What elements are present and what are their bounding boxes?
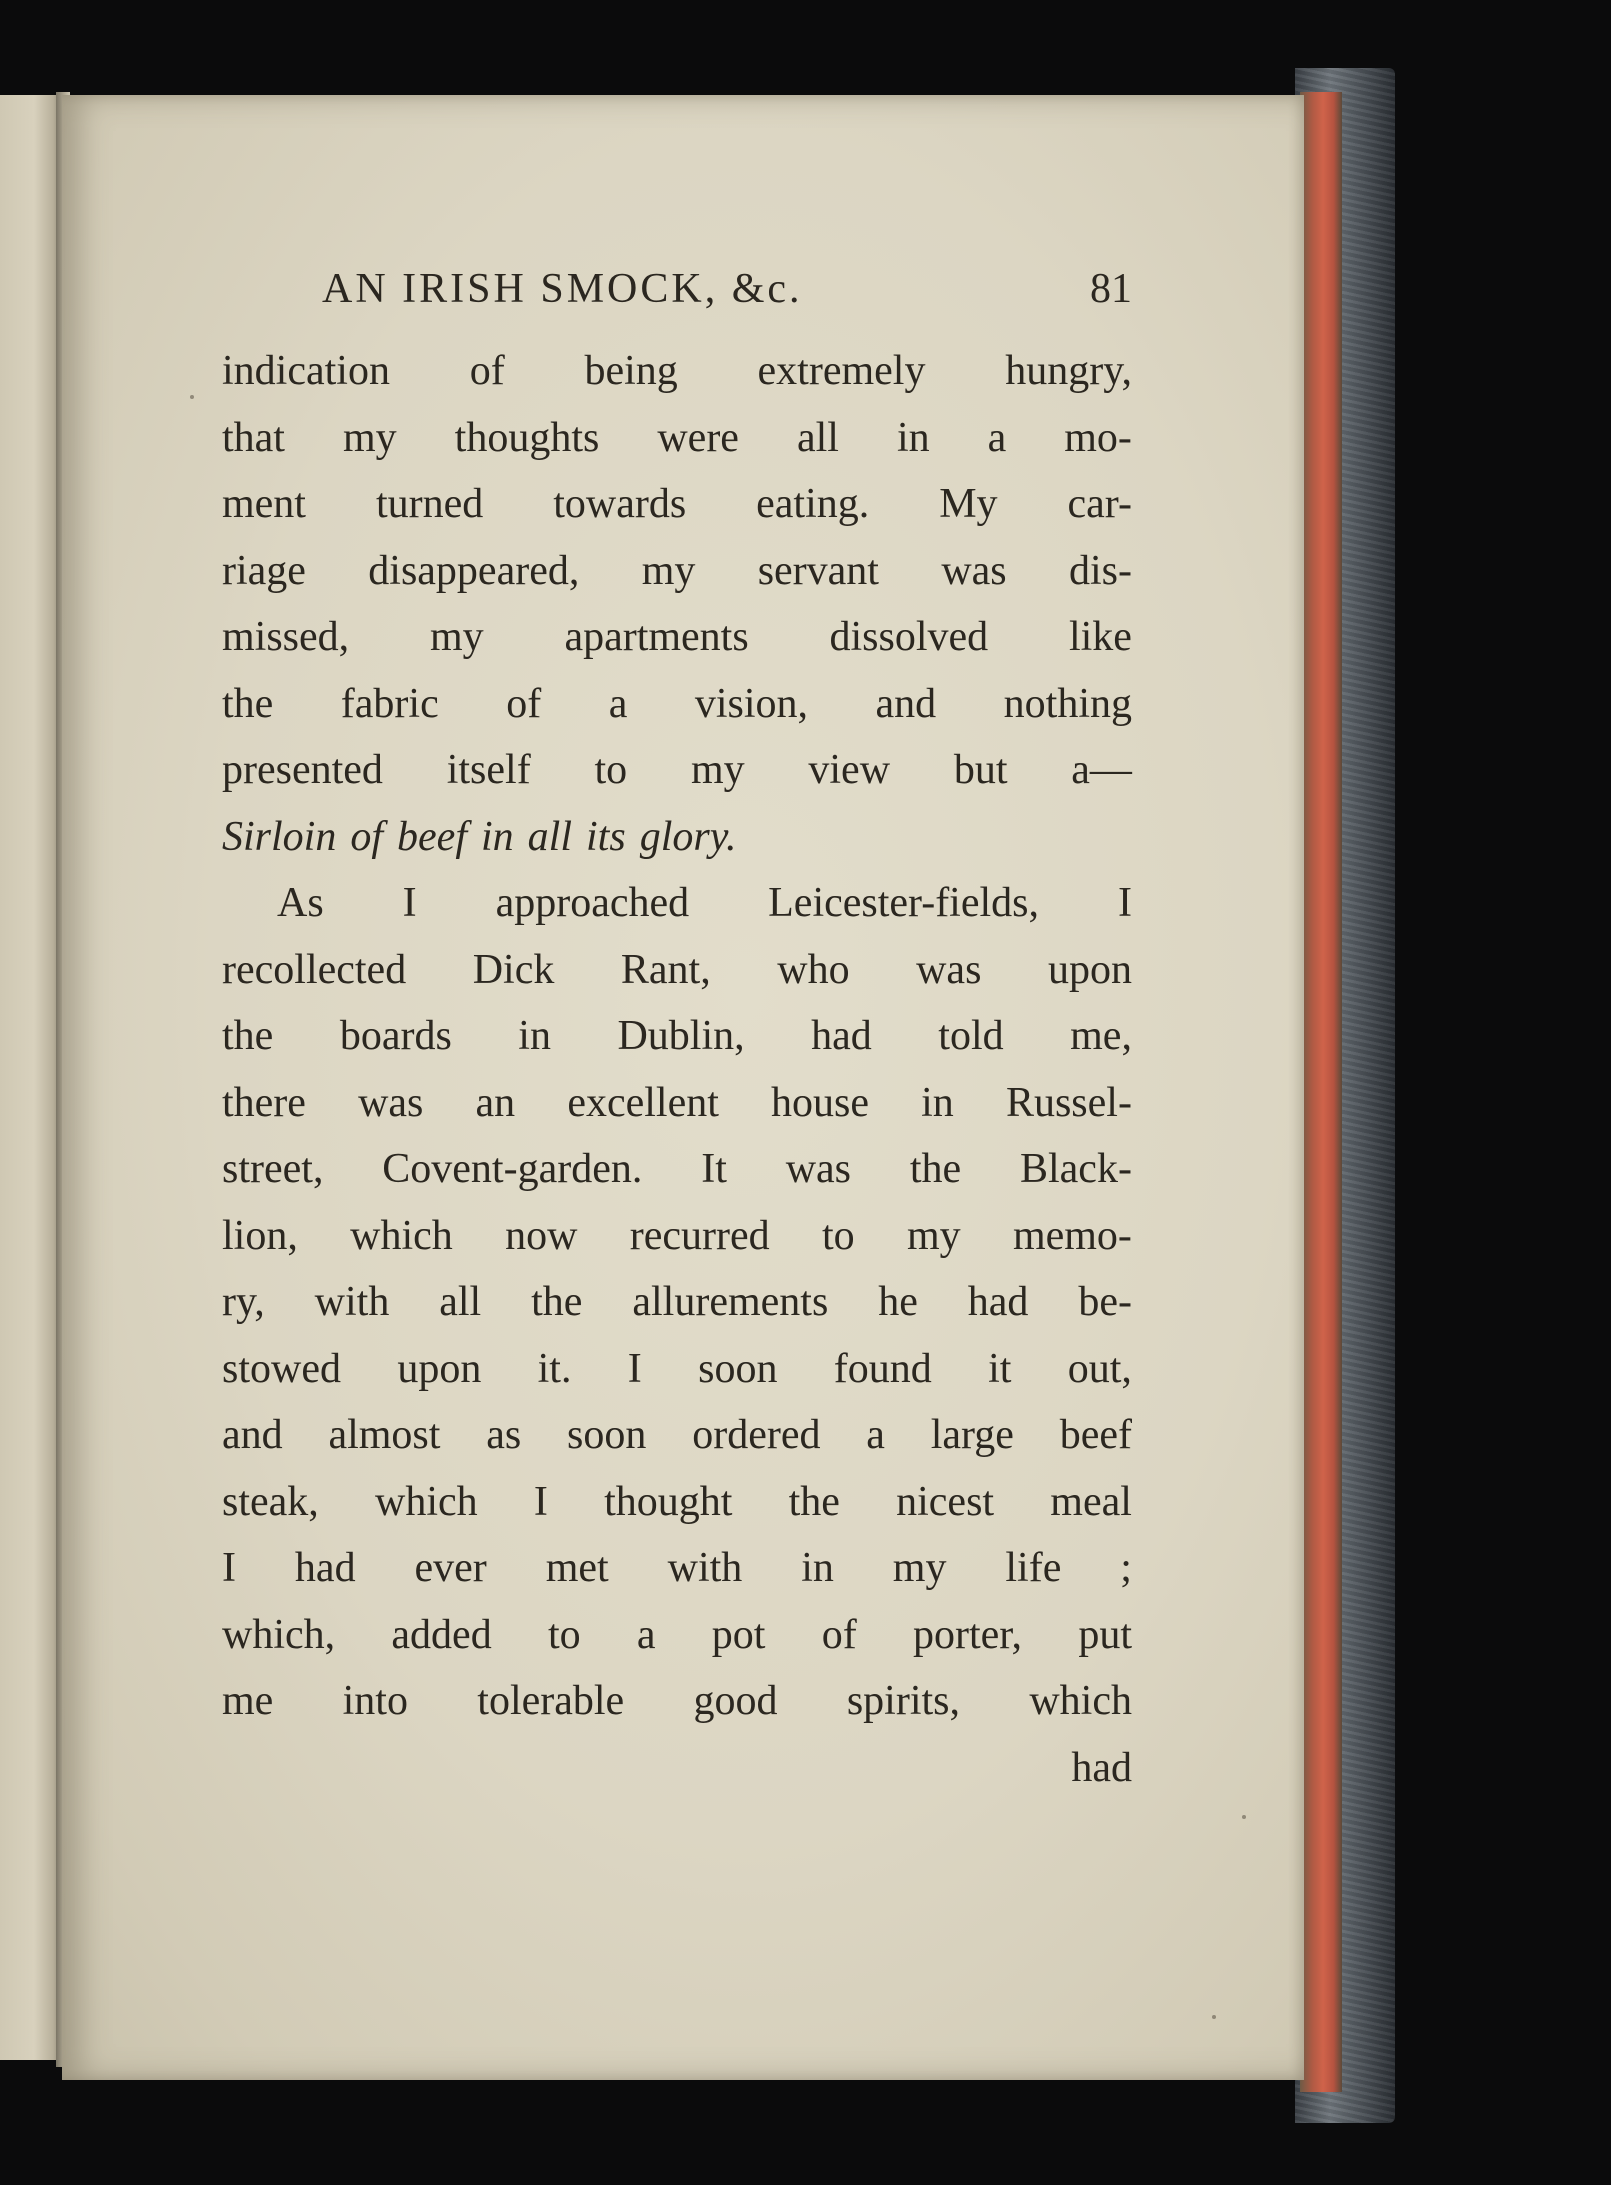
word: glory. [639, 813, 737, 860]
catchword: had [1071, 1744, 1132, 1791]
paper-speck [1242, 1815, 1246, 1819]
word: Leicester-fields, [768, 880, 1040, 926]
word: It [701, 1146, 727, 1192]
text-line [222, 1012, 1132, 1079]
word: stowed [222, 1345, 341, 1392]
word: porter, [912, 1611, 1023, 1658]
word: all [796, 414, 839, 461]
running-head [222, 265, 1132, 335]
word: beef [1059, 1412, 1132, 1458]
word: was [785, 1146, 852, 1192]
word: fabric [340, 680, 439, 727]
word: in [921, 1079, 954, 1126]
word: upon [397, 1345, 482, 1392]
word: put [1078, 1611, 1132, 1658]
word: apartments [564, 614, 749, 660]
word: that [222, 414, 285, 461]
word: allurements [632, 1279, 829, 1325]
word: a [987, 414, 1007, 461]
word: I [222, 1545, 236, 1591]
word: a— [1071, 747, 1132, 793]
word: turned [375, 481, 484, 527]
facing-page-edge [0, 95, 62, 2060]
word: me, [1070, 1013, 1132, 1059]
word: As [277, 880, 324, 926]
word: my [342, 414, 397, 461]
word: I [402, 880, 417, 926]
word: almost [328, 1412, 441, 1458]
word: my [641, 547, 696, 594]
word: but [953, 747, 1008, 793]
word: Sirloin [222, 813, 337, 860]
word: Russel- [1005, 1079, 1132, 1126]
word: all [439, 1279, 482, 1325]
text-line [222, 1478, 1132, 1545]
word: Rant, [620, 946, 711, 993]
text-line [222, 879, 1132, 946]
text-line [222, 746, 1132, 813]
word: view [808, 747, 891, 793]
text-line [222, 1411, 1132, 1478]
word: my [690, 747, 745, 793]
word: which [350, 1212, 453, 1259]
text-line [222, 1079, 1132, 1146]
word: out, [1067, 1345, 1132, 1392]
word: soon [567, 1412, 647, 1458]
paper-speck [190, 395, 194, 399]
word: ment [222, 481, 306, 527]
word: lion, [222, 1212, 298, 1259]
word: vision, [694, 680, 809, 727]
word: Covent-garden. [382, 1146, 643, 1192]
word: Dublin, [617, 1013, 745, 1059]
text-line [222, 1544, 1132, 1611]
word: mo- [1064, 414, 1132, 461]
word: of [506, 680, 542, 727]
word: Dick [472, 946, 555, 993]
word: My [939, 481, 998, 527]
word: the [222, 680, 274, 727]
word: thoughts [454, 414, 600, 461]
word: which [375, 1478, 478, 1525]
word: ry, [222, 1279, 265, 1325]
word: street, [222, 1146, 324, 1192]
text-line [222, 1145, 1132, 1212]
page-number: 81 [1090, 266, 1132, 312]
word: I [1117, 880, 1132, 926]
word: now [505, 1212, 578, 1259]
word: dissolved [829, 614, 989, 660]
book-page [62, 95, 1304, 2080]
catchword-line [222, 1744, 1132, 1810]
word: car- [1067, 481, 1132, 527]
word: in [801, 1545, 834, 1591]
word: a [608, 680, 628, 727]
text-line [222, 1611, 1132, 1678]
word: to [594, 747, 628, 793]
page-content [222, 265, 1132, 1810]
word: my [892, 1545, 947, 1591]
word: ordered [692, 1412, 821, 1458]
word: of [821, 1611, 857, 1658]
text-line [222, 1212, 1132, 1279]
word: large [930, 1412, 1014, 1458]
text-line [222, 1677, 1132, 1744]
text-line [222, 613, 1132, 680]
word: indication [222, 348, 390, 394]
word: towards [553, 481, 687, 527]
word: upon [1047, 946, 1132, 993]
word: told [938, 1013, 1004, 1059]
word: excellent [567, 1079, 719, 1126]
word: thought [604, 1478, 733, 1525]
word: hungry, [1005, 348, 1132, 394]
word: it. [537, 1345, 572, 1392]
word: which, [222, 1611, 336, 1658]
word: me [222, 1678, 274, 1724]
text-line [222, 347, 1132, 414]
word: was [358, 1079, 424, 1126]
word: as [486, 1412, 522, 1458]
word: of [469, 348, 505, 394]
word: to [547, 1611, 581, 1658]
word: and [222, 1412, 283, 1458]
word: good [693, 1678, 778, 1724]
text-line [222, 414, 1132, 481]
word: pot [711, 1611, 766, 1658]
word: in [896, 414, 930, 461]
page-fore-edge [1300, 92, 1342, 2092]
word: into [342, 1678, 408, 1724]
text-line [222, 547, 1132, 614]
body-text [222, 347, 1132, 1744]
word: the [531, 1279, 583, 1325]
word: in [518, 1013, 551, 1059]
word: tolerable [477, 1678, 625, 1724]
word: and [875, 680, 937, 727]
word: were [657, 414, 739, 461]
word: was [941, 547, 1007, 594]
word: had [811, 1013, 872, 1059]
word: riage [222, 547, 306, 594]
text-line [222, 946, 1132, 1013]
word: missed, [222, 614, 350, 660]
word: had [967, 1279, 1029, 1325]
word: ; [1120, 1545, 1132, 1591]
word: like [1068, 614, 1132, 660]
word: met [545, 1545, 609, 1591]
word: house [771, 1079, 870, 1126]
word: nicest [896, 1478, 995, 1525]
word: its [586, 813, 626, 860]
word: my [906, 1212, 961, 1259]
word: eating. [756, 481, 870, 527]
word: ever [414, 1545, 487, 1591]
word: the [909, 1146, 962, 1192]
word: all [527, 813, 572, 860]
word: itself [446, 747, 531, 793]
word: soon [698, 1345, 778, 1392]
word: I [533, 1478, 548, 1525]
word: added [391, 1611, 492, 1658]
word: beef [397, 813, 467, 860]
word: which [1029, 1678, 1132, 1724]
word: with [314, 1279, 390, 1325]
word: presented [222, 747, 383, 793]
word: recollected [222, 946, 407, 993]
word: boards [339, 1013, 452, 1059]
word: meal [1050, 1478, 1132, 1525]
text-line [222, 1278, 1132, 1345]
word: disappeared, [368, 547, 580, 594]
word: spirits, [846, 1678, 961, 1724]
word: nothing [1003, 680, 1132, 727]
word: dis- [1068, 547, 1132, 594]
word: Black- [1019, 1146, 1132, 1192]
word: the [222, 1013, 274, 1059]
word: had [294, 1545, 356, 1591]
word: found [833, 1345, 932, 1392]
word: he [878, 1279, 918, 1325]
word: I [627, 1345, 642, 1392]
word: it [988, 1345, 1012, 1392]
word: my [429, 614, 484, 660]
word: be- [1078, 1279, 1132, 1325]
word: an [475, 1079, 516, 1126]
word: with [667, 1545, 743, 1591]
word: steak, [222, 1478, 319, 1525]
word: the [788, 1478, 840, 1525]
word: recurred [629, 1212, 770, 1259]
word: who [777, 946, 850, 993]
word: there [222, 1079, 306, 1126]
text-line [222, 680, 1132, 747]
word: life [1005, 1545, 1062, 1591]
word: extremely [757, 348, 926, 394]
word: a [636, 1611, 656, 1658]
word: servant [757, 547, 879, 594]
paper-speck [1212, 2015, 1216, 2019]
word: memo- [1012, 1212, 1132, 1259]
word: a [866, 1412, 885, 1458]
word: being [584, 348, 678, 394]
running-title: AN IRISH SMOCK, &c. [322, 266, 803, 312]
text-line [222, 480, 1132, 547]
word: of [350, 813, 384, 860]
word: approached [495, 880, 690, 926]
word: in [480, 813, 514, 860]
text-line [222, 813, 1132, 880]
text-line [222, 1345, 1132, 1412]
word: to [821, 1212, 855, 1259]
word: was [916, 946, 982, 993]
